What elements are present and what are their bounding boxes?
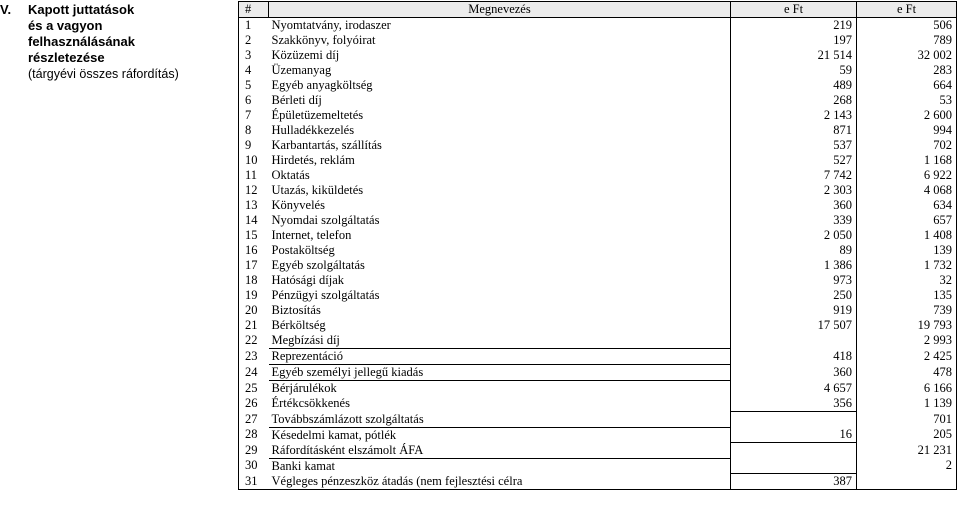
row-value-2: 478 [857,365,957,381]
row-value-1: 21 514 [817,48,852,62]
row-number: 27 [239,412,269,428]
row-name: Szakkönyv, folyóirat [269,33,731,48]
row-name: Pénzügyi szolgáltatás [269,288,731,303]
row-value-2: 2 600 [857,108,957,123]
row-value-1: 2 143 [823,108,852,122]
row-value-2: 634 [857,198,957,213]
row-number: 13 [239,198,269,213]
row-number: 2 [239,33,269,48]
row-number: 6 [239,93,269,108]
row-value-2: 2 [857,458,957,474]
table-row [239,288,957,303]
row-value-1: 387 [731,474,857,490]
row-number: 21 [239,318,269,333]
row-name: Ráfordításként elszámolt ÁFA [269,443,731,459]
table-row [239,412,957,428]
table-row [239,153,957,168]
row-value-1: 1 386 [823,258,852,272]
row-value-1: 2 303 [823,183,852,197]
row-name: Egyéb szolgáltatás [269,258,731,273]
table-row [239,443,957,459]
row-number: 24 [239,365,269,381]
heading-title-1: Kapott juttatások [28,2,135,17]
row-number: 11 [239,168,269,183]
row-name: Közüzemi díj [269,48,731,63]
row-value-1: 871 [833,123,852,137]
table-row [239,213,957,228]
table-row [239,138,957,153]
table-row [239,18,957,34]
row-name: Egyéb anyagköltség [269,78,731,93]
row-value-2: 4 068 [857,183,957,198]
table-row [239,318,957,333]
heading-subtitle: (tárgyévi összes ráfordítás) [28,67,179,81]
section-heading [0,2,236,82]
row-number: 8 [239,123,269,138]
row-number: 14 [239,213,269,228]
row-value-2: 139 [857,243,957,258]
column-header-value-2: e Ft [857,2,957,18]
table-row [239,396,957,412]
row-number: 23 [239,349,269,365]
row-number: 5 [239,78,269,93]
row-name: Bérköltség [269,318,731,333]
row-value-1: 356 [731,396,857,412]
row-number: 25 [239,381,269,397]
table-row [239,63,957,78]
heading-line-4: részletezése [28,50,105,65]
row-value-1 [731,458,857,474]
row-name: Épületüzemeltetés [269,108,731,123]
row-value-1 [731,412,857,428]
table-row [239,123,957,138]
row-name: Utazás, kiküldetés [269,183,731,198]
row-number: 22 [239,333,269,349]
row-value-2: 6 166 [857,381,957,397]
row-value-2 [857,474,957,490]
row-value-1 [731,443,857,459]
row-value-1: 2 050 [823,228,852,242]
row-value-1: 59 [839,63,852,77]
row-value-1: 197 [833,33,852,47]
row-value-2: 32 [857,273,957,288]
row-value-2: 53 [857,93,957,108]
row-name: Banki kamat [269,458,731,474]
row-value-1: 489 [833,78,852,92]
table-row [239,365,957,381]
row-name: Üzemanyag [269,63,731,78]
table-row [239,33,957,48]
row-number: 4 [239,63,269,78]
row-name: Karbantartás, szállítás [269,138,731,153]
row-value-1: 360 [833,198,852,212]
row-value-1: 418 [833,349,852,363]
row-value-1: 17 507 [817,318,852,332]
row-number: 16 [239,243,269,258]
row-value-1: 527 [833,153,852,167]
table-row [239,108,957,123]
row-number: 19 [239,288,269,303]
row-number: 12 [239,183,269,198]
row-value-2: 789 [857,33,957,48]
row-number: 1 [239,18,269,34]
row-value-1: 4 657 [823,380,852,395]
table-row [239,243,957,258]
row-name: Biztosítás [269,303,731,318]
table-row [239,48,957,63]
table-row [239,198,957,213]
row-name: Késedelmi kamat, pótlék [269,427,731,443]
row-value-1: 973 [833,273,852,287]
row-name: Megbízási díj [269,333,731,349]
row-number: 15 [239,228,269,243]
heading-line-1 [0,2,236,18]
row-value-1: 219 [833,18,852,32]
row-value-2: 1 408 [857,228,957,243]
row-name: Egyéb személyi jellegű kiadás [269,365,731,381]
row-value-1: 16 [731,427,857,443]
heading-line-3: felhasználásának [28,34,135,49]
table-row [239,78,957,93]
row-value-1: 339 [833,213,852,227]
row-value-2: 1 139 [857,396,957,412]
heading-line-2: és a vagyon [28,18,103,33]
table-header-row [239,2,957,18]
row-value-2: 6 922 [857,168,957,183]
row-value-1: 250 [833,288,852,302]
row-value-1: 7 742 [823,168,852,182]
row-value-1: 360 [833,365,852,379]
row-name: Bérleti díj [269,93,731,108]
row-name: Végleges pénzeszköz átadás (nem fejlesztési célra [269,474,731,490]
row-name: Nyomtatvány, irodaszer [269,18,731,34]
row-value-2: 283 [857,63,957,78]
section-number: V. [0,2,12,17]
row-name: Postaköltség [269,243,731,258]
row-name: Hulladékkezelés [269,123,731,138]
column-header-number: # [239,2,269,18]
table-row [239,474,957,490]
row-number: 7 [239,108,269,123]
table-row [239,273,957,288]
row-value-1: 268 [833,93,852,107]
row-value-1 [731,333,857,349]
row-value-2: 702 [857,138,957,153]
row-number: 10 [239,153,269,168]
row-number: 31 [239,474,269,490]
row-value-2: 739 [857,303,957,318]
column-header-name: Megnevezés [269,2,731,18]
row-name: Értékcsökkenés [269,396,731,412]
table-row [239,333,957,349]
row-value-2: 19 793 [857,318,957,333]
row-value-1: 919 [833,303,852,317]
row-number: 28 [239,427,269,443]
row-name: Nyomdai szolgáltatás [269,213,731,228]
table-row [239,168,957,183]
row-value-2: 32 002 [857,48,957,63]
row-number: 20 [239,303,269,318]
table-row [239,303,957,318]
table-row [239,349,957,365]
row-value-2: 2 425 [857,349,957,365]
row-value-2: 205 [857,427,957,443]
expense-table [238,1,957,490]
row-value-2: 135 [857,288,957,303]
row-value-1: 89 [839,243,852,257]
row-value-2: 657 [857,213,957,228]
row-number: 30 [239,458,269,474]
row-value-2: 701 [857,412,957,428]
row-name: Továbbszámlázott szolgáltatás [269,412,731,428]
table-row [239,93,957,108]
row-number: 9 [239,138,269,153]
table-row [239,427,957,443]
row-name: Internet, telefon [269,228,731,243]
row-number: 18 [239,273,269,288]
row-name: Hatósági díjak [269,273,731,288]
row-value-2: 1 732 [857,258,957,273]
table-body [239,18,957,490]
row-value-2: 664 [857,78,957,93]
row-number: 17 [239,258,269,273]
row-name: Bérjárulékok [269,381,731,397]
row-name: Oktatás [269,168,731,183]
table-row [239,183,957,198]
row-value-2: 506 [857,18,957,34]
table-row [239,458,957,474]
row-value-2: 1 168 [857,153,957,168]
row-number: 26 [239,396,269,412]
row-value-1: 537 [833,138,852,152]
row-number: 29 [239,443,269,459]
table-row [239,381,957,397]
row-value-2: 2 993 [857,333,957,349]
column-header-value-1: e Ft [731,2,857,18]
row-name: Könyvelés [269,198,731,213]
row-name: Reprezentáció [269,349,731,365]
row-value-2: 21 231 [857,443,957,459]
table-row [239,258,957,273]
row-name: Hirdetés, reklám [269,153,731,168]
row-number: 3 [239,48,269,63]
row-value-2: 994 [857,123,957,138]
table-row [239,228,957,243]
